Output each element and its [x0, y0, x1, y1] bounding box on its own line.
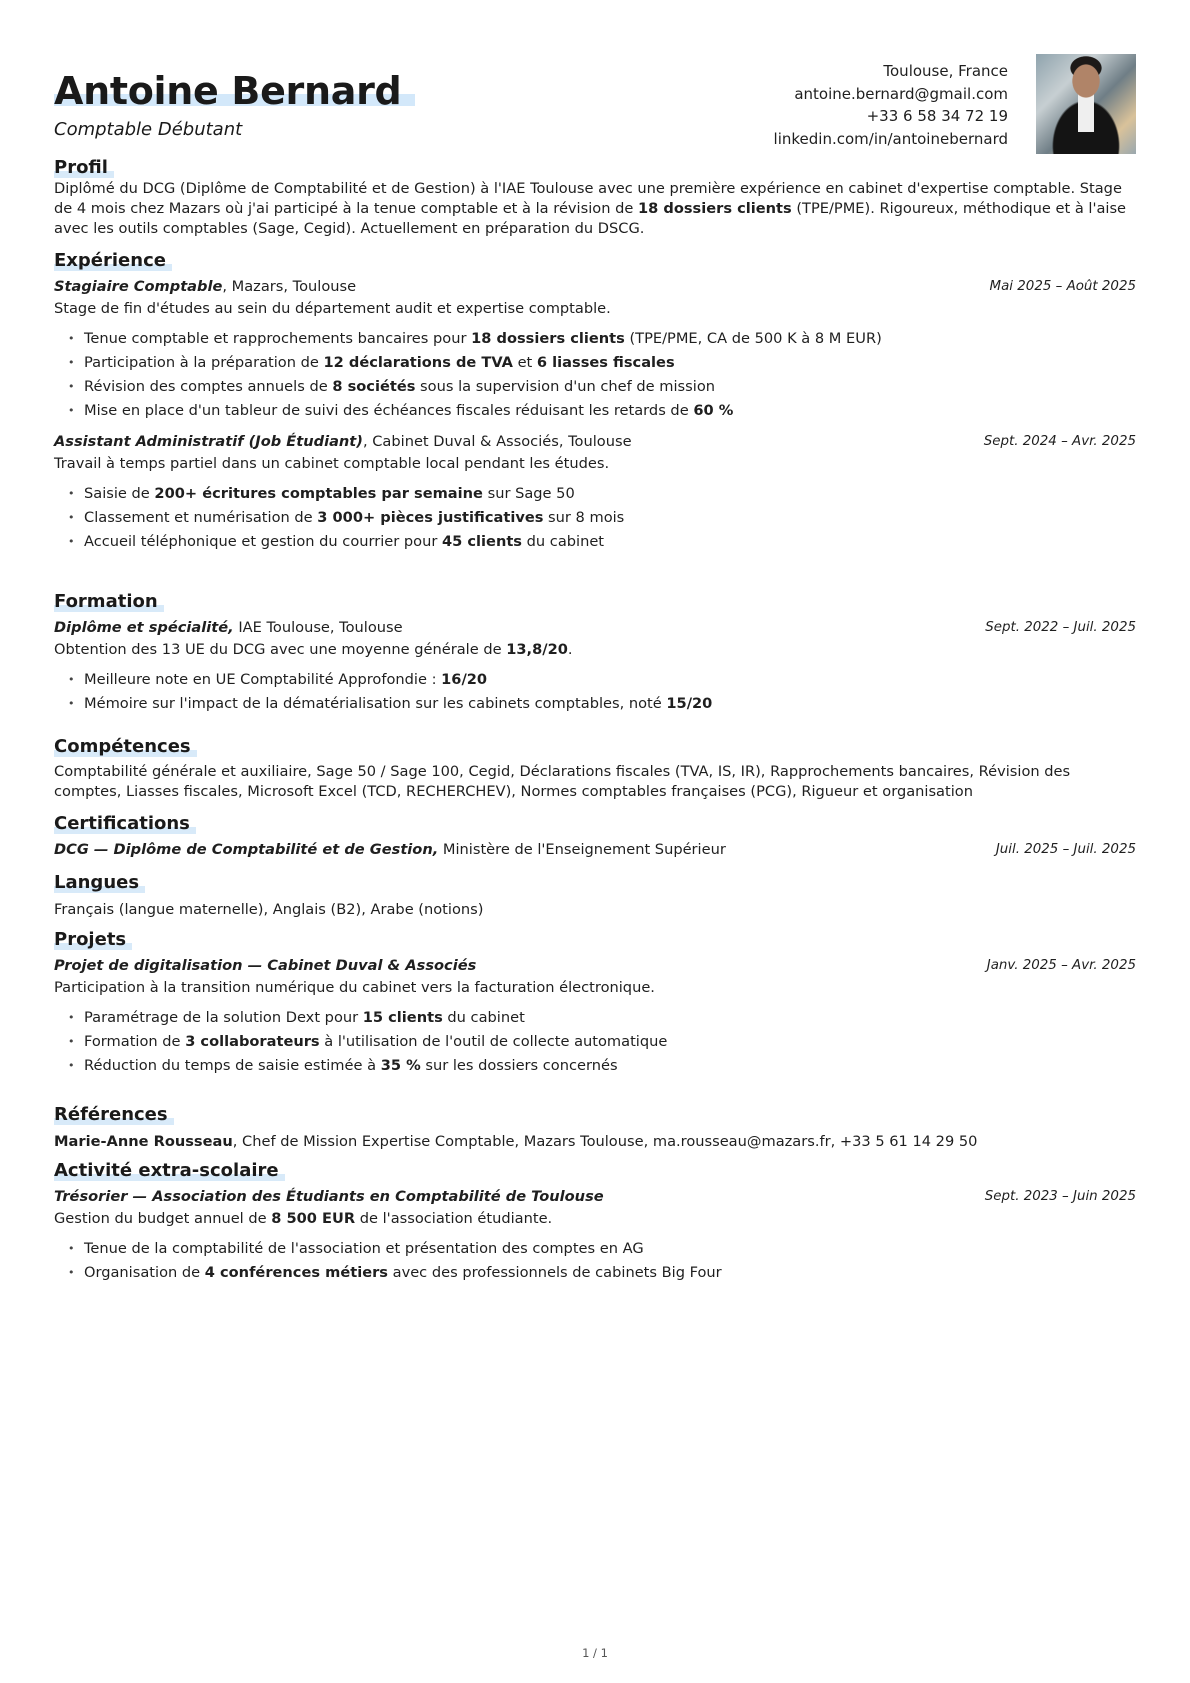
section-education	[54, 591, 1136, 716]
list-item: • Mise en place d'un tableur de suivi des échéances fiscales réduisant les retards de 60 %	[68, 399, 1136, 423]
entry-description: Travail à temps partiel dans un cabinet comptable local pendant les études.	[54, 455, 610, 472]
page-indicator: 1 / 1	[582, 1646, 608, 1660]
extracurricular-entry	[54, 1186, 1136, 1285]
entry-role: Projet de digitalisation — Cabinet Duval & Associés	[54, 957, 477, 974]
section-experience	[54, 250, 1136, 554]
section-languages	[54, 872, 1136, 920]
list-item: • Classement et numérisation de 3 000+ pièces justificatives sur 8 mois	[68, 506, 1136, 530]
section-heading: Références	[54, 1104, 174, 1126]
section-heading: Compétences	[54, 736, 197, 758]
section-heading: Projets	[54, 929, 132, 951]
list-item: • Mémoire sur l'impact de la dématérialisation sur les cabinets comptables, noté 15/20	[68, 692, 1136, 716]
list-item: • Tenue comptable et rapprochements bancaires pour 18 dossiers clients (TPE/PME, CA de 500 K à 8 M EUR)	[68, 327, 1136, 351]
entry-role: Assistant Administratif (Job Étudiant)	[54, 433, 363, 450]
list-item: • Participation à la préparation de 12 déclarations de TVA et 6 liasses fiscales	[68, 351, 1136, 375]
contact-block	[774, 60, 1008, 150]
list-item: • Réduction du temps de saisie estimée à 35 % sur les dossiers concernés	[68, 1054, 1136, 1078]
list-item: • Meilleure note en UE Comptabilité Approfondie : 16/20	[68, 668, 1136, 692]
entry-org: , Mazars, Toulouse	[222, 278, 357, 295]
entry-date: Juil. 2025 – Juil. 2025	[995, 842, 1136, 857]
bullet-list	[54, 1006, 1136, 1078]
entry-description: Stage de fin d'études au sein du département audit et expertise comptable.	[54, 300, 611, 317]
section-skills	[54, 736, 1136, 802]
entry-role: Trésorier — Association des Étudiants en Comptabilité de Toulouse	[54, 1188, 604, 1205]
list-item: • Organisation de 4 conférences métiers avec des professionnels de cabinets Big Four	[68, 1261, 1136, 1285]
entry-org: , Cabinet Duval & Associés, Toulouse	[362, 433, 632, 450]
skills-text: Comptabilité générale et auxiliaire, Sage 50 / Sage 100, Cegid, Déclarations fiscales (TVA, IS, IR), Rapprochements bancaires, Révision des comptes, Liasses fiscales, Microsoft Excel (TCD, RECHERCHEV), Normes comptables françaises (PCG), Rigueur et organisation	[54, 763, 1071, 800]
section-heading: Certifications	[54, 813, 196, 835]
section-heading: Langues	[54, 872, 145, 894]
entry-date: Sept. 2022 – Juil. 2025	[985, 620, 1136, 635]
resume-header	[54, 0, 1136, 160]
section-projects	[54, 929, 1136, 1078]
list-item: • Accueil téléphonique et gestion du courrier pour 45 clients du cabinet	[68, 530, 1136, 554]
entry-description: Participation à la transition numérique du cabinet vers la facturation électronique.	[54, 979, 655, 996]
resume-page	[54, 0, 1136, 1281]
experience-entry	[54, 431, 1136, 554]
section-certifications	[54, 813, 1136, 861]
section-references	[54, 1104, 1136, 1152]
list-item: • Paramétrage de la solution Dext pour 15 clients du cabinet	[68, 1006, 1136, 1030]
reference-name: Marie-Anne Rousseau	[54, 1133, 233, 1150]
entry-org: IAE Toulouse, Toulouse	[233, 619, 403, 636]
contact-email[interactable]: antoine.bernard@gmail.com	[794, 84, 1008, 103]
entry-org: Ministère de l'Enseignement Supérieur	[438, 841, 726, 858]
section-heading: Profil	[54, 157, 114, 179]
project-entry	[54, 955, 1136, 1078]
section-profile	[54, 157, 1136, 239]
contact-location: Toulouse, France	[883, 62, 1008, 80]
reference-details: , Chef de Mission Expertise Comptable, Mazars Toulouse, ma.rousseau@mazars.fr, +33 5 61 14 29 50	[232, 1133, 978, 1150]
bullet-list	[54, 327, 1136, 423]
education-entry	[54, 617, 1136, 716]
profile-summary: Diplômé du DCG (Diplôme de Comptabilité et de Gestion) à l'IAE Toulouse avec une première expérience en cabinet d'expertise comptable. Stage de 4 mois chez Mazars où j'ai participé à la tenue comptable et à la révision de 18 dossiers clients (TPE/PME). Rigoureux, méthodique et à l'aise avec les outils comptables (Sage, Cegid). Actuellement en préparation du DSCG.	[54, 180, 1127, 237]
section-heading: Activité extra-scolaire	[54, 1160, 285, 1182]
languages-text: Français (langue maternelle), Anglais (B2), Arabe (notions)	[54, 901, 484, 918]
reference-entry	[54, 1132, 1136, 1152]
entry-date: Janv. 2025 – Avr. 2025	[986, 958, 1136, 973]
section-heading: Formation	[54, 591, 164, 613]
entry-description: Obtention des 13 UE du DCG avec une moyenne générale de 13,8/20.	[54, 641, 573, 658]
list-item: • Révision des comptes annuels de 8 sociétés sous la supervision d'un chef de mission	[68, 375, 1136, 399]
candidate-name: Antoine Bernard	[54, 72, 415, 110]
list-item: • Saisie de 200+ écritures comptables par semaine sur Sage 50	[68, 482, 1136, 506]
entry-role: Diplôme et spécialité,	[54, 619, 234, 636]
entry-date: Mai 2025 – Août 2025	[989, 279, 1136, 294]
list-item: • Formation de 3 collaborateurs à l'utilisation de l'outil de collecte automatique	[68, 1030, 1136, 1054]
contact-linkedin[interactable]: linkedin.com/in/antoinebernard	[773, 129, 1008, 148]
entry-role: DCG — Diplôme de Comptabilité et de Gestion,	[54, 841, 439, 858]
entry-date: Sept. 2024 – Avr. 2025	[983, 434, 1136, 449]
entry-date: Sept. 2023 – Juin 2025	[984, 1189, 1136, 1204]
experience-entry	[54, 276, 1136, 423]
entry-description: Gestion du budget annuel de 8 500 EUR de l'association étudiante.	[54, 1210, 553, 1227]
bullet-list	[54, 482, 1136, 554]
section-extracurricular	[54, 1160, 1136, 1285]
entry-role: Stagiaire Comptable	[54, 278, 223, 295]
profile-photo	[1036, 54, 1136, 154]
bullet-list	[54, 668, 1136, 716]
bullet-list	[54, 1237, 1136, 1285]
candidate-title: Comptable Débutant	[54, 119, 243, 140]
contact-phone: +33 6 58 34 72 19	[866, 107, 1008, 125]
section-heading: Expérience	[54, 250, 172, 272]
certification-entry	[54, 839, 1136, 861]
list-item: • Tenue de la comptabilité de l'association et présentation des comptes en AG	[68, 1237, 1136, 1261]
